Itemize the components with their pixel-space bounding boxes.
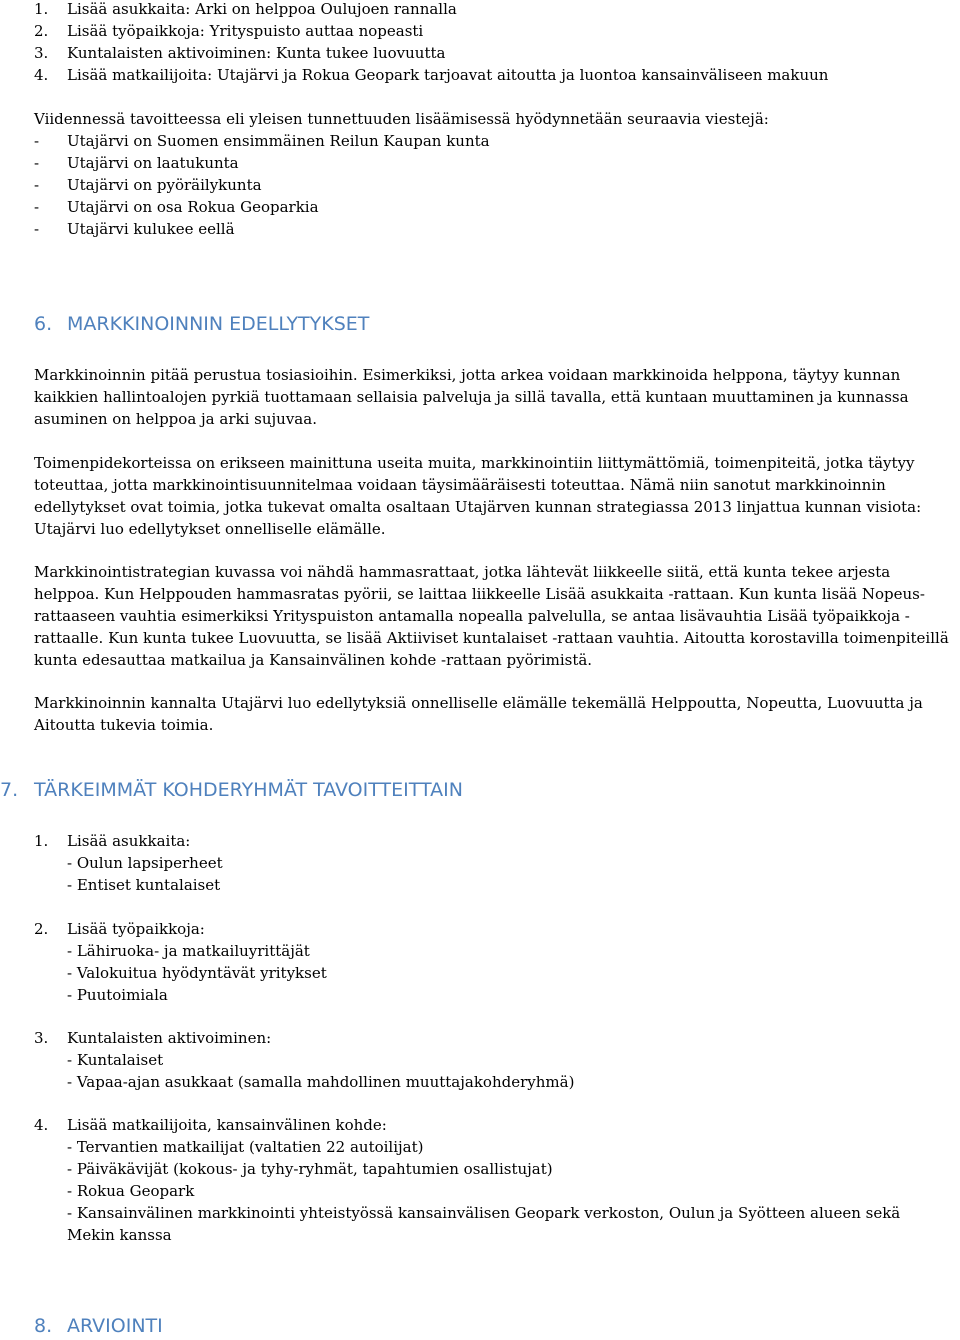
goals-list: [34, 0, 828, 86]
list-item: - Utajärvi on laatukunta: [34, 154, 239, 172]
list-item: 4. Lisää matkailijoita: Utajärvi ja Rokua Geopark tarjoavat aitoutta ja luontoa kansainväliseen makuun: [34, 66, 829, 84]
group-title: 1. Lisää asukkaita:: [34, 832, 191, 850]
list-item: - Kansainvälinen markkinointi yhteistyössä kansainvälisen Geopark verkoston, Oulun ja Syötteen alueen sekä Mekin kanssa: [67, 1204, 901, 1244]
section-7-heading: 7. TÄRKEIMMÄT KOHDERYHMÄT TAVOITTEITTAIN: [0, 779, 463, 801]
target-group-3: [34, 1027, 954, 1093]
list-item: - Utajärvi kulukee eellä: [34, 220, 235, 238]
section-6-paragraph-2: Toimenpidekorteissa on erikseen mainittuna useita muita, markkinointiin liittymättömiä, toimenpiteitä, jotka täytyy toteuttaa, jotta markkinointisuunnitelmaa voidaan täysimääräisesti toteuttaa. Nämä niin sanotut markkinoinnin edellytykset ovat toimia, jotka tukevat omalta osaltaan Utajärven kunnan strategiassa 2013 linjattua kunnan visiota: Utajärvi luo edellytykset onnelliselle elämälle.: [34, 454, 922, 538]
section-6-paragraph-4: Markkinoinnin kannalta Utajärvi luo edellytyksiä onnelliselle elämälle tekemällä Helppoutta, Nopeutta, Luovuutta ja Aitoutta tukevia toimia.: [34, 694, 923, 734]
section-6-paragraph-1: Markkinoinnin pitää perustua tosiasioihin. Esimerkiksi, jotta arkea voidaan markkinoida helppona, täytyy kunnan kaikkien hallintoalojen pyrkiä tuottamaan sellaisia palveluja ja sillä tavalla, että kuntaan muuttaminen ja kunnassa asuminen on helppoa ja arki sujuvaa.: [34, 366, 909, 428]
list-item: - Vapaa-ajan asukkaat (samalla mahdollinen muuttajakohderyhmä): [67, 1073, 575, 1091]
list-item: - Lähiruoka- ja matkailuyrittäjät: [67, 942, 310, 960]
list-item: - Entiset kuntalaiset: [67, 876, 221, 894]
group-title: 3. Kuntalaisten aktivoiminen:: [34, 1029, 272, 1047]
group-title: 4. Lisää matkailijoita, kansainvälinen kohde:: [34, 1116, 387, 1134]
section-6-heading: 6. MARKKINOINNIN EDELLYTYKSET: [34, 313, 370, 335]
list-item: - Utajärvi on Suomen ensimmäinen Reilun Kaupan kunta: [34, 132, 490, 150]
target-group-2: [34, 918, 954, 1006]
section-6-paragraph-3: Markkinointistrategian kuvassa voi nähdä hammasrattaat, jotka lähtevät liikkeelle siitä, että kunta tekee arjesta helppoa. Kun Helppouden hammasratas pyörii, se laittaa liikkeelle Lisää asukkaita -rattaan. Kun kunta lisää Nopeus-rattaaseen vauhtia esimerkiksi Yrityspuiston antamalla nopealla palvelulla, se antaa lisävauhtia Lisää työpaikkoja -rattaalle. Kun kunta tukee Luovuutta, se lisää Aktiiviset kuntalaiset -rattaan vauhtia. Aitoutta korostavilla toimenpiteillä kunta edesauttaa matkailua ja Kansainvälinen kohde -rattaan pyörimistä.: [34, 563, 949, 669]
list-item: - Puutoimiala: [67, 986, 168, 1004]
messages-block: [34, 108, 954, 240]
messages-intro: Viidennessä tavoitteessa eli yleisen tunnettuuden lisäämisessä hyödynnetään seuraavia viestejä:: [34, 110, 769, 128]
list-item: - Rokua Geopark: [67, 1182, 195, 1200]
list-item: 1. Lisää asukkaita: Arki on helppoa Oulujoen rannalla: [34, 0, 457, 18]
list-item: - Valokuitua hyödyntävät yritykset: [67, 964, 327, 982]
target-group-1: [34, 830, 954, 896]
list-item: 2. Lisää työpaikkoja: Yrityspuisto auttaa nopeasti: [34, 22, 424, 40]
list-item: - Utajärvi on osa Rokua Geoparkia: [34, 198, 319, 216]
section-8-heading: 8. ARVIOINTI: [34, 1315, 163, 1337]
list-item: - Päiväkävijät (kokous- ja tyhy-ryhmät, tapahtumien osallistujat): [67, 1160, 553, 1178]
list-item: - Utajärvi on pyöräilykunta: [34, 176, 262, 194]
group-title: 2. Lisää työpaikkoja:: [34, 920, 205, 938]
list-item: - Kuntalaiset: [67, 1051, 164, 1069]
target-group-4: [34, 1114, 954, 1246]
list-item: - Oulun lapsiperheet: [67, 854, 223, 872]
list-item: 3. Kuntalaisten aktivoiminen: Kunta tukee luovuutta: [34, 44, 446, 62]
list-item: - Tervantien matkailijat (valtatien 22 autoilijat): [67, 1138, 424, 1156]
